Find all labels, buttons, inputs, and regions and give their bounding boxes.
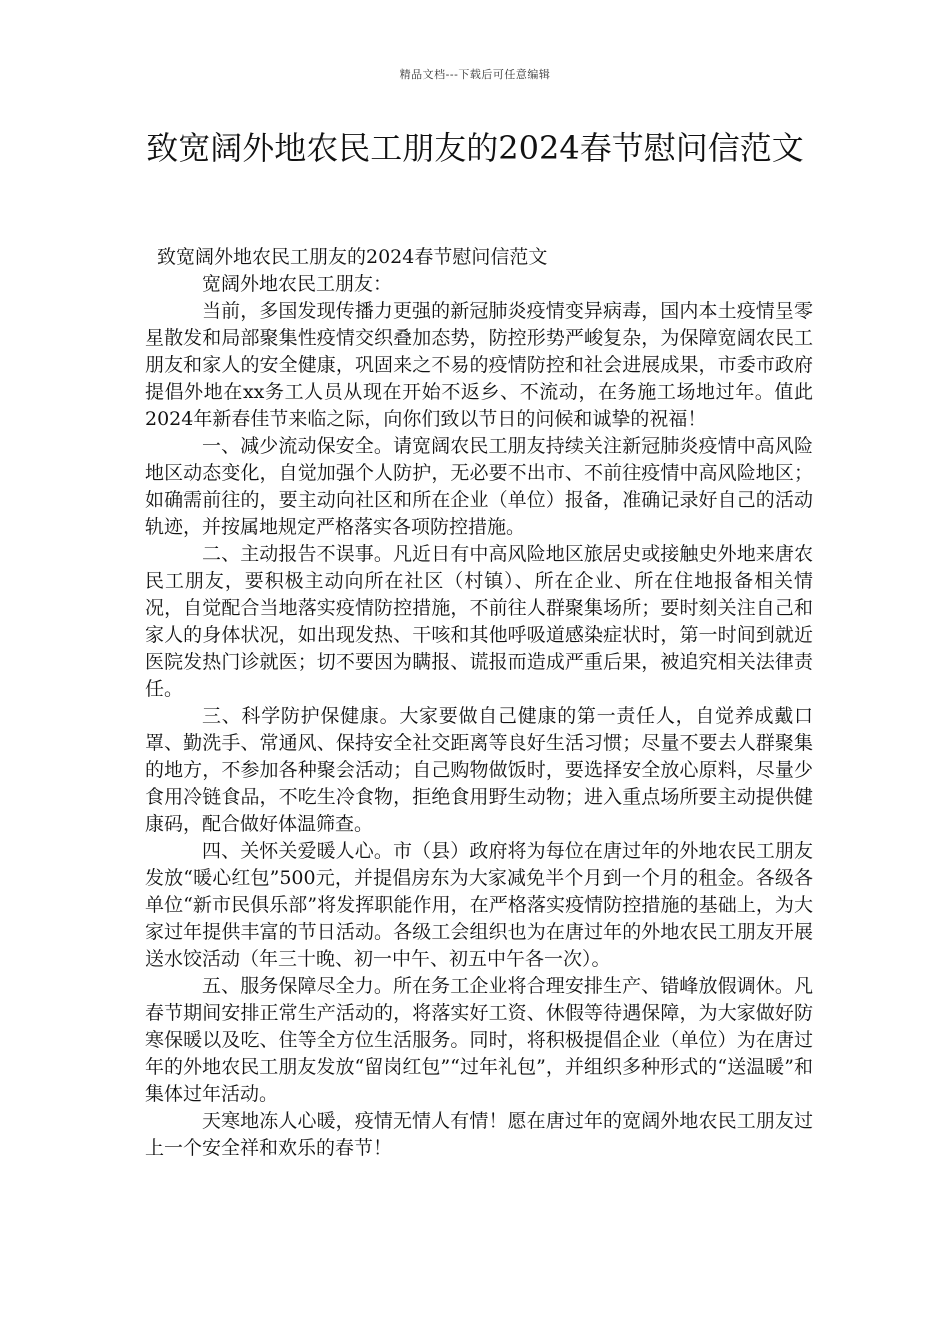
header-note: 精品文档---下载后可任意编辑 (399, 68, 551, 81)
letter-salutation: 宽阔外地农民工朋友： (202, 273, 393, 295)
paragraph-intro: 当前，多国发现传播力更强的新冠肺炎疫情变异病毒，国内本土疫情呈零星散发和局部聚集性疫情交织叠加态势，防控形势严峻复杂，为保障宽阔农民工朋友和家人的安全健康，巩固来之不易的疫情防控和社会进展成果，市委市政府提倡外地在xx务工人员从现在开始不返乡、不流动，在务施工场地过年。值此2024年新春佳节来临之际，向你们致以节日的问候和诚挚的祝福！ (145, 300, 813, 430)
paragraph-section-2: 二、主动报告不误事。凡近日有中高风险地区旅居史或接触史外地来唐农民工朋友，要积极主动向所在社区（村镇）、所在企业、所在住地报备相关情况，自觉配合当地落实疫情防控措施，不前往人群聚集场所；要时刻关注自己和家人的身体状况，如出现发热、干咳和其他呼吸道感染症状时，第一时间到就近医院发热门诊就医；切不要因为瞒报、谎报而造成严重后果，被追究相关法律责任。 (145, 543, 813, 700)
document-body (145, 244, 813, 1162)
letter-subtitle: 致宽阔外地农民工朋友的2024春节慰问信范文 (157, 246, 548, 268)
paragraph-closing: 天寒地冻人心暖，疫情无情人有情！愿在唐过年的宽阔外地农民工朋友过上一个安全祥和欢乐的春节！ (145, 1110, 813, 1159)
document-title: 致宽阔外地农民工朋友的2024春节慰问信范文 (146, 129, 804, 167)
paragraph-section-3: 三、科学防护保健康。大家要做自己健康的第一责任人，自觉养成戴口罩、勤洗手、常通风、保持安全社交距离等良好生活习惯；尽量不要去人群聚集的地方，不参加各种聚会活动；自己购物做饭时，要选择安全放心原料，尽量少食用冷链食品，不吃生冷食物，拒绝食用野生动物；进入重点场所要主动提供健康码，配合做好体温筛查。 (145, 705, 813, 835)
paragraph-section-5: 五、服务保障尽全力。所在务工企业将合理安排生产、错峰放假调休。凡春节期间安排正常生产活动的，将落实好工资、休假等待遇保障，为大家做好防寒保暖以及吃、住等全方位生活服务。同时，将积极提倡企业（单位）为在唐过年的外地农民工朋友发放“留岗红包”“过年礼包”，并组织多种形式的“送温暖”和集体过年活动。 (145, 975, 813, 1105)
paragraph-section-4: 四、关怀关爱暖人心。市（县）政府将为每位在唐过年的外地农民工朋友发放“暖心红包”500元，并提倡房东为大家减免半个月到一个月的租金。各级各单位“新市民俱乐部”将发挥职能作用，在严格落实疫情防控措施的基础上，为大家过年提供丰富的节日活动。各级工会组织也为在唐过年的外地农民工朋友开展送水饺活动（年三十晚、初一中午、初五中午各一次）。 (145, 840, 813, 970)
paragraph-section-1: 一、减少流动保安全。请宽阔农民工朋友持续关注新冠肺炎疫情中高风险地区动态变化，自觉加强个人防护，无必要不出市、不前往疫情中高风险地区；如确需前往的，要主动向社区和所在企业（单位）报备，准确记录好自己的活动轨迹，并按属地规定严格落实各项防控措施。 (145, 435, 813, 538)
